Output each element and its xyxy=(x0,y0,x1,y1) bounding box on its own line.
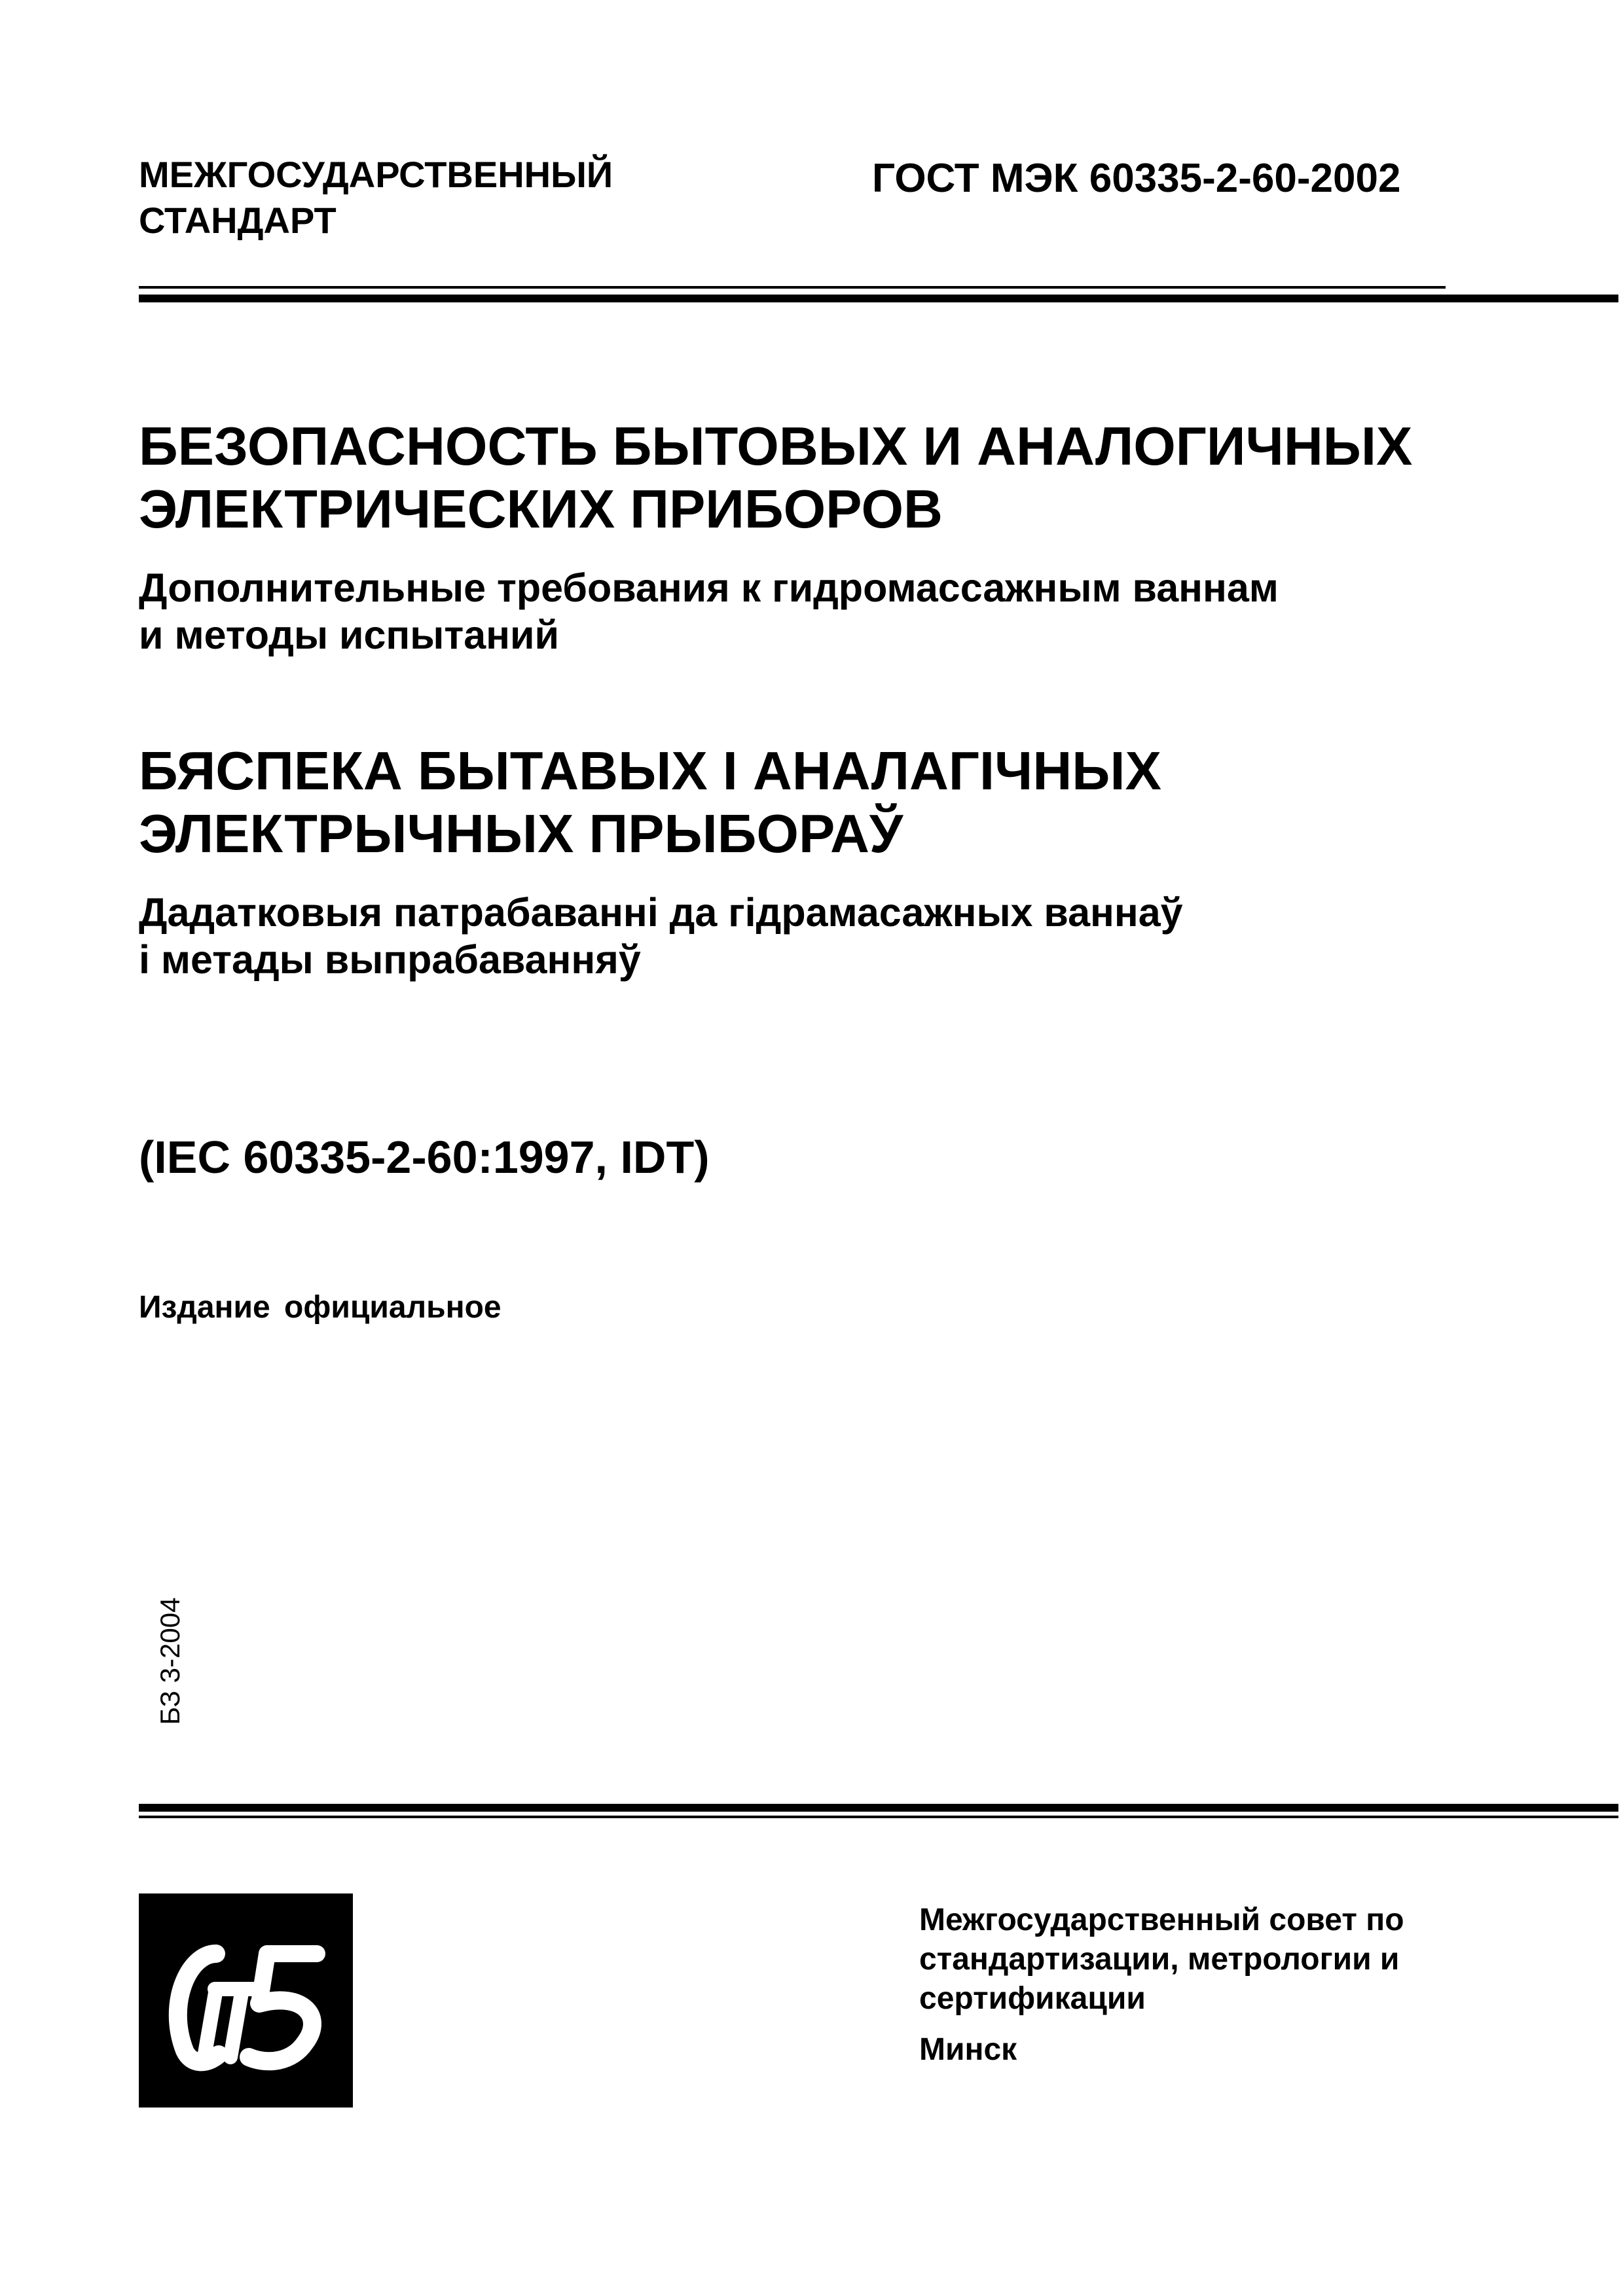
footer-divider-thick xyxy=(139,1804,1618,1812)
subtitle-belarusian: Дадатковыя патрабаванні да гідрамасажных ваннаў і метады выпрабаванняў xyxy=(139,890,1183,982)
standard-category: МЕЖГОСУДАРСТВЕННЫЙ СТАНДАРТ xyxy=(139,154,613,241)
title-russian: БЕЗОПАСНОСТЬ БЫТОВЫХ И АНАЛОГИЧНЫХ ЭЛЕКТРИЧЕСКИХ ПРИБОРОВ xyxy=(139,416,1413,539)
print-code: БЗ 3-2004 xyxy=(155,1597,185,1725)
iec-reference: (IEC 60335-2-60:1997, IDT) xyxy=(139,1132,710,1183)
edition-label: Издание официальное xyxy=(139,1290,501,1325)
header-divider-thick xyxy=(139,295,1618,302)
publisher-city: Минск xyxy=(919,2032,1017,2067)
standard-designation: ГОСТ МЭК 60335-2-60-2002 xyxy=(872,156,1401,201)
title-belarusian: БЯСПЕКА БЫТАВЫХ І АНАЛАГІЧНЫХ ЭЛЕКТРЫЧНЫХ ПРЫБОРАЎ xyxy=(139,740,1161,864)
footer-divider-thin xyxy=(139,1816,1618,1818)
stb-logo-icon xyxy=(139,1893,353,2108)
subtitle-russian: Дополнительные требования к гидромассажным ваннам и методы испытаний xyxy=(139,565,1279,657)
header-divider-thin xyxy=(139,286,1446,289)
publisher-council: Межгосударственный совет по стандартизации, метрологии и сертификации xyxy=(919,1903,1404,2016)
